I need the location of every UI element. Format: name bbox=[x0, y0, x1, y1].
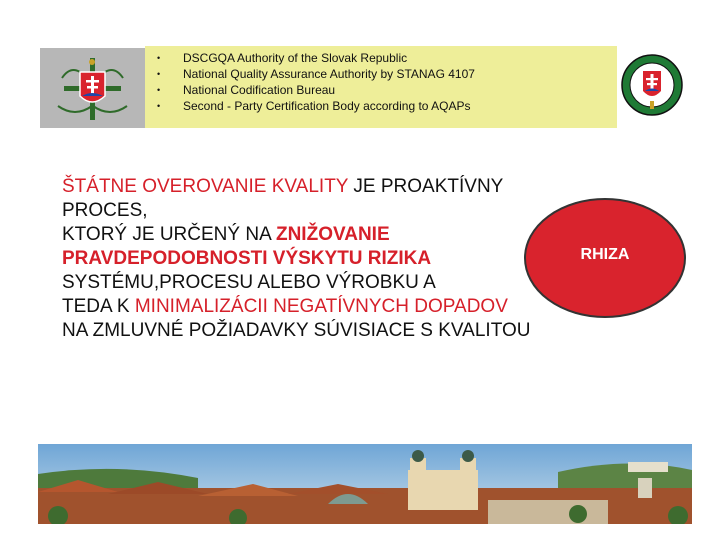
list-item: • National Quality Assurance Authority by STANAG 4107 bbox=[157, 67, 475, 81]
statement-line-4: PRAVDEPODOBNOSTI VÝSKYTU RIZIKA bbox=[62, 248, 432, 269]
coat-of-arms-logo bbox=[40, 48, 145, 128]
emblem-icon bbox=[619, 45, 685, 125]
bullet-icon: • bbox=[157, 69, 161, 79]
statement-line-7: NA ZMLUVNÉ POŽIADAVKY SÚVISIACE S KVALITOU bbox=[62, 320, 531, 341]
town-panorama-photo bbox=[38, 444, 692, 524]
statement-line-2: PROCES, bbox=[62, 200, 148, 221]
bullet-icon: • bbox=[157, 101, 161, 111]
list-item: • DSCGQA Authority of the Slovak Republic bbox=[157, 51, 408, 65]
rhiza-badge-label: RHIZA bbox=[580, 246, 630, 263]
authority-info-bar bbox=[145, 46, 617, 128]
statement-line-5: SYSTÉMU,PROCESU ALEBO VÝROBKU A bbox=[62, 272, 436, 293]
coat-of-arms-icon bbox=[40, 48, 145, 128]
statement-line-6: TEDA K MINIMALIZÁCII NEGATÍVNYCH DOPADOV bbox=[62, 296, 508, 317]
statement-line-1: ŠTÁTNE OVEROVANIE KVALITY JE PROAKTÍVNY bbox=[62, 176, 504, 197]
list-item: • Second - Party Certification Body according to AQAPs bbox=[157, 99, 471, 113]
list-item: • National Codification Bureau bbox=[157, 83, 336, 97]
authority-list bbox=[145, 46, 617, 114]
bullet-icon: • bbox=[157, 53, 161, 63]
emblem-logo bbox=[619, 45, 685, 125]
bullet-icon: • bbox=[157, 85, 161, 95]
statement-line-3: KTORÝ JE URČENÝ NA ZNIŽOVANIE bbox=[62, 224, 390, 245]
